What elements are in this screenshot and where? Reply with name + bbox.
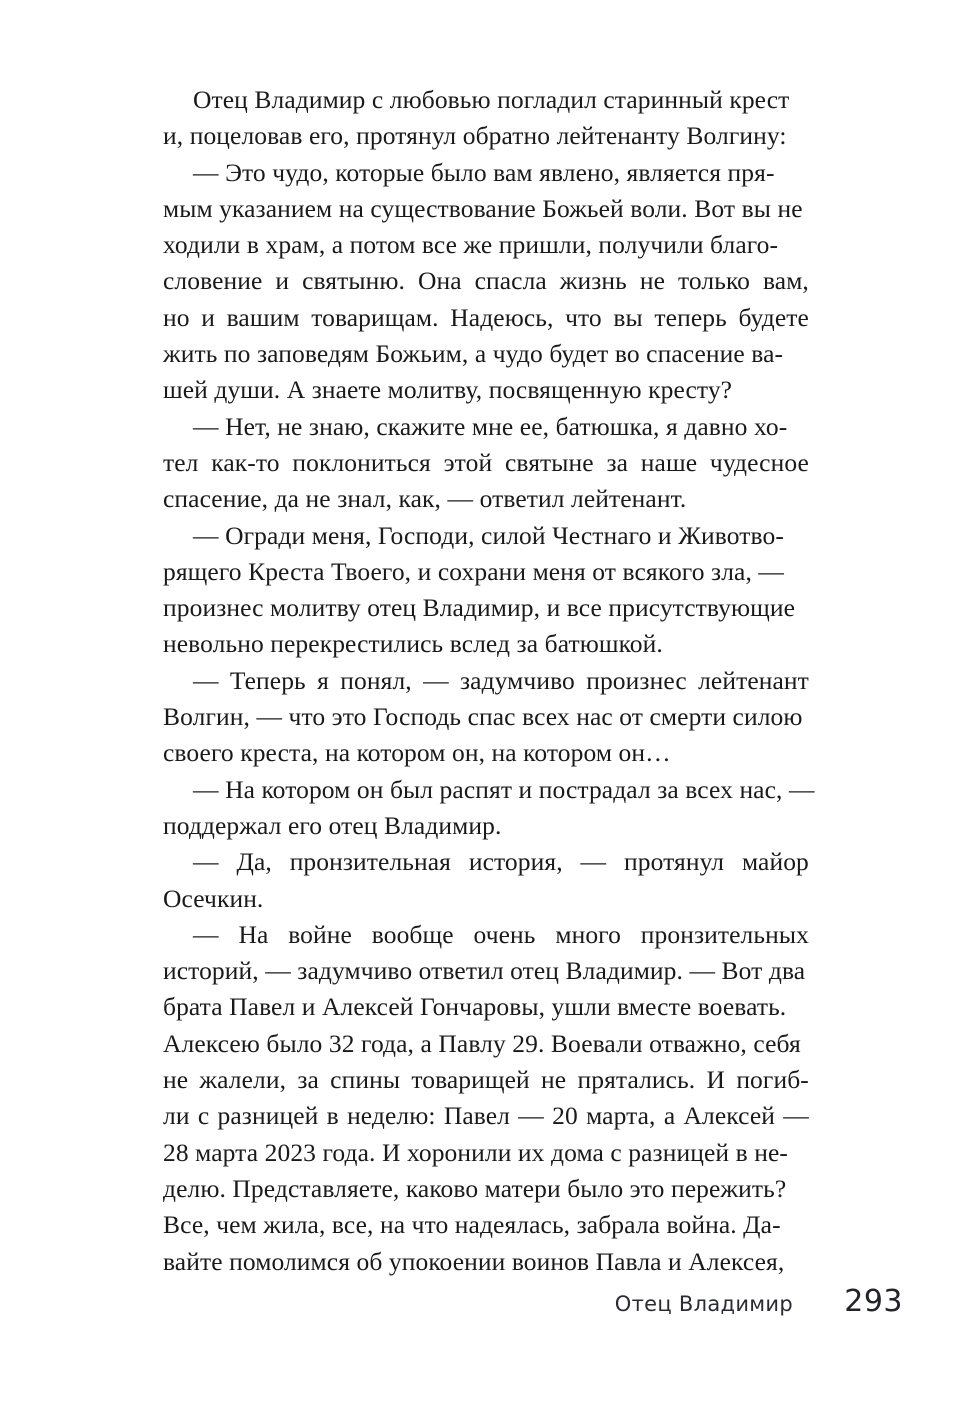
text-line: не жалели, за спины товарищей не прятались. И погиб-: [163, 1065, 809, 1095]
page-footer: [163, 1284, 903, 1324]
text-line: и, поцеловав его, протянул обратно лейтенанту Волгину:: [163, 121, 787, 151]
paragraph: [163, 917, 809, 1280]
paragraph: [163, 772, 815, 845]
text-line: шей души. А знаете молитву, посвященную кресту?: [163, 375, 733, 405]
text-line: — Да, пронзительная история, — протянул майор: [193, 847, 809, 877]
text-line: брата Павел и Алексей Гончаровы, ушли вместе воевать.: [163, 992, 787, 1022]
text-line: словение и святыню. Она спасла жизнь не только вам,: [163, 266, 809, 296]
paragraph: [163, 844, 809, 917]
text-line: Отец Владимир с любовью погладил старинный крест: [193, 85, 790, 114]
text-line: тел как-то поклониться этой святыне за наше чудесное: [163, 447, 809, 477]
text-line: — На котором он был распят и пострадал за всех нас, —: [193, 774, 815, 804]
text-line: Волгин, — что это Господь спас всех нас от смерти силою: [163, 702, 803, 732]
text-line: ли с разницей в неделю: Павел — 20 марта, а Алексей —: [163, 1101, 809, 1131]
text-line: произнес молитву отец Владимир, и все присутствующие: [163, 593, 796, 623]
text-line: ходили в храм, а потом все же пришли, получили благо-: [163, 230, 779, 260]
text-line: — На войне вообще очень много пронзительных: [193, 919, 809, 949]
text-line: — Нет, не знаю, скажите мне ее, батюшка, я давно хо-: [193, 411, 788, 441]
text-line: — Огради меня, Господи, силой Честнаго и Животво-: [193, 520, 784, 550]
text-line: — Теперь я понял, — задумчиво произнес лейтенант: [193, 665, 809, 695]
text-line: невольно перекрестились вслед за батюшкой.: [163, 629, 663, 659]
text-line: вайте помолимся об упокоении воинов Павла и Алексея,: [163, 1246, 785, 1276]
text-line: Осечкин.: [163, 883, 264, 913]
text-line: историй, — задумчиво ответил отец Владимир. — Вот два: [163, 956, 806, 986]
paragraph: [163, 155, 809, 409]
paragraph: [163, 82, 809, 155]
text-line: поддержал его отец Владимир.: [163, 810, 502, 840]
running-head: Отец Владимир: [614, 1292, 793, 1316]
paragraph: [163, 409, 809, 518]
text-line: жить по заповедям Божьим, а чудо будет во спасение ва-: [163, 339, 784, 369]
paragraph: [163, 663, 809, 772]
text-line: своего креста, на котором он, на котором он…: [163, 738, 671, 768]
text-line: Алексею было 32 года, а Павлу 29. Воевали отважно, себя: [163, 1028, 801, 1058]
text-line: — Это чудо, которые было вам явлено, является пря-: [193, 157, 775, 187]
text-line: мым указанием на существование Божьей воли. Вот вы не: [163, 193, 803, 223]
text-line: Все, чем жила, все, на что надеялась, забрала война. Да-: [163, 1210, 781, 1240]
text-line: рящего Креста Твоего, и сохрани меня от всякого зла, —: [163, 556, 785, 586]
text-line: делю. Представляете, каково матери было это пережить?: [163, 1173, 787, 1203]
text-line: 28 марта 2023 года. И хоронили их дома с разницей в не-: [163, 1137, 788, 1167]
paragraph: [163, 518, 809, 663]
page-number: 293: [844, 1284, 903, 1319]
text-line: но и вашим товарищам. Надеюсь, что вы теперь будете: [163, 302, 809, 332]
page-text-block: [163, 82, 815, 1280]
text-line: спасение, да не знал, как, — ответил лейтенант.: [163, 484, 687, 514]
